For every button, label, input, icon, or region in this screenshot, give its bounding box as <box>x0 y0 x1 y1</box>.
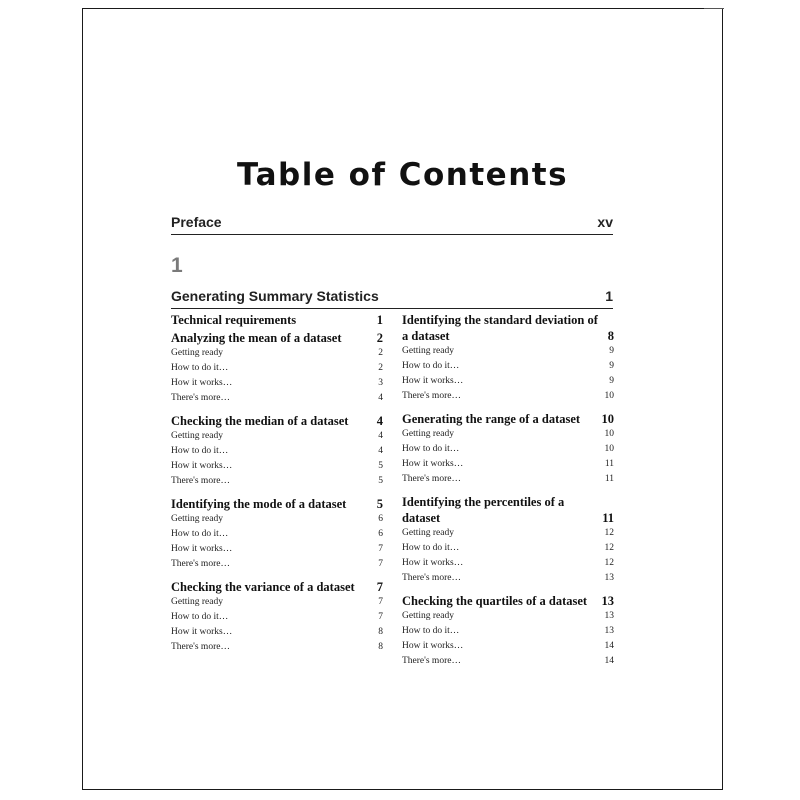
toc-subsection-title: How it works… <box>171 378 233 388</box>
toc-subsection-entry[interactable] <box>171 474 383 489</box>
toc-subsection-entry[interactable] <box>402 609 614 624</box>
toc-subsection-entry[interactable] <box>402 472 614 487</box>
toc-subsection-page: 6 <box>378 514 383 524</box>
toc-subsection-title: There's more… <box>171 559 230 569</box>
toc-subsection-entry[interactable] <box>402 442 614 457</box>
toc-subsection-entry[interactable] <box>171 346 383 361</box>
toc-subsection-entry[interactable] <box>171 610 383 625</box>
toc-subsection-title: How to do it… <box>402 444 460 454</box>
chapter-title: Generating Summary Statistics <box>171 288 379 304</box>
toc-subsection-title: There's more… <box>402 573 461 583</box>
toc-subsection-page: 7 <box>378 544 383 554</box>
toc-subsection-page: 14 <box>604 641 614 651</box>
toc-subsection-page: 12 <box>604 558 614 568</box>
toc-section-entry[interactable] <box>171 496 383 512</box>
toc-subsection-entry[interactable] <box>171 429 383 444</box>
toc-section-entry[interactable] <box>402 494 614 526</box>
toc-subsection-entry[interactable] <box>402 639 614 654</box>
toc-subsection-entry[interactable] <box>171 459 383 474</box>
toc-subsection-title: Getting ready <box>402 611 454 621</box>
toc-subsection-page: 13 <box>604 626 614 636</box>
toc-subsection-page: 7 <box>378 559 383 569</box>
toc-subsection-entry[interactable] <box>171 376 383 391</box>
chapter-page: 1 <box>605 288 613 304</box>
toc-subsection-entry[interactable] <box>402 359 614 374</box>
toc-subsection-title: How it works… <box>402 641 464 651</box>
toc-subsection-page: 4 <box>378 393 383 403</box>
toc-section-page: 5 <box>376 497 383 511</box>
toc-subsection-entry[interactable] <box>171 557 383 572</box>
toc-subsection-entry[interactable] <box>402 427 614 442</box>
chapter-entry[interactable] <box>171 286 613 309</box>
toc-subsection-title: Getting ready <box>171 597 223 607</box>
toc-subsection-page: 10 <box>604 444 614 454</box>
toc-section-page: 11 <box>602 511 614 525</box>
toc-right-column <box>402 312 614 669</box>
toc-subsection-title: How it works… <box>402 376 464 386</box>
toc-section-entry[interactable] <box>171 579 383 595</box>
toc-section-title: Identifying the percentiles of a dataset <box>402 495 565 525</box>
toc-subsection-entry[interactable] <box>402 541 614 556</box>
toc-subsection-title: How to do it… <box>171 612 229 622</box>
toc-subsection-page: 13 <box>604 573 614 583</box>
toc-subsection-page: 11 <box>604 459 614 469</box>
toc-subsection-title: How to do it… <box>402 626 460 636</box>
toc-section-entry[interactable] <box>402 411 614 427</box>
toc-subsection-page: 12 <box>604 543 614 553</box>
toc-subsection-title: Getting ready <box>171 348 223 358</box>
toc-subsection-page: 8 <box>378 642 383 652</box>
toc-subsection-title: Getting ready <box>402 429 454 439</box>
toc-subsection-entry[interactable] <box>171 542 383 557</box>
toc-subsection-entry[interactable] <box>171 527 383 542</box>
toc-subsection-title: Getting ready <box>402 346 454 356</box>
toc-section-title: Identifying the mode of a dataset <box>171 497 347 511</box>
toc-subsection-page: 9 <box>609 376 614 386</box>
toc-subsection-page: 12 <box>604 528 614 538</box>
toc-section-title: Technical requirements <box>171 313 297 327</box>
page-title: Table of Contents <box>236 157 569 193</box>
toc-subsection-entry[interactable] <box>402 374 614 389</box>
toc-subsection-title: How it works… <box>402 459 464 469</box>
toc-subsection-title: How to do it… <box>402 543 460 553</box>
toc-subsection-page: 7 <box>378 597 383 607</box>
toc-subsection-page: 2 <box>378 363 383 373</box>
toc-subsection-title: There's more… <box>402 391 461 401</box>
toc-section-page: 7 <box>376 580 383 594</box>
toc-section-title: Checking the median of a dataset <box>171 414 349 428</box>
toc-subsection-page: 10 <box>604 391 614 401</box>
toc-subsection-entry[interactable] <box>171 595 383 610</box>
toc-subsection-title: How to do it… <box>171 529 229 539</box>
toc-subsection-entry[interactable] <box>171 625 383 640</box>
toc-subsection-title: There's more… <box>171 476 230 486</box>
toc-subsection-title: How it works… <box>171 544 233 554</box>
toc-section-entry[interactable] <box>171 413 383 429</box>
toc-subsection-title: How to do it… <box>402 361 460 371</box>
chapter-number: 1 <box>171 254 183 277</box>
toc-subsection-entry[interactable] <box>402 344 614 359</box>
toc-subsection-title: How it works… <box>171 627 233 637</box>
toc-subsection-title: How to do it… <box>171 446 229 456</box>
toc-subsection-entry[interactable] <box>402 526 614 541</box>
toc-subsection-page: 5 <box>378 476 383 486</box>
toc-subsection-page: 2 <box>378 348 383 358</box>
toc-section-page: 10 <box>601 412 614 426</box>
toc-subsection-page: 10 <box>604 429 614 439</box>
toc-subsection-entry[interactable] <box>171 512 383 527</box>
toc-subsection-entry[interactable] <box>171 640 383 655</box>
toc-subsection-page: 6 <box>378 529 383 539</box>
toc-subsection-entry[interactable] <box>171 444 383 459</box>
toc-subsection-title: How to do it… <box>171 363 229 373</box>
toc-section-page: 2 <box>376 331 383 345</box>
toc-subsection-title: Getting ready <box>402 528 454 538</box>
toc-section-title: Checking the quartiles of a dataset <box>402 594 588 608</box>
toc-subsection-entry[interactable] <box>402 571 614 586</box>
toc-subsection-title: Getting ready <box>171 514 223 524</box>
toc-subsection-entry[interactable] <box>402 624 614 639</box>
toc-subsection-page: 13 <box>604 611 614 621</box>
toc-subsection-title: There's more… <box>402 474 461 484</box>
toc-subsection-entry[interactable] <box>402 457 614 472</box>
toc-subsection-page: 11 <box>604 474 614 484</box>
toc-section-title: Analyzing the mean of a dataset <box>171 331 342 345</box>
toc-left-column <box>171 312 383 655</box>
toc-subsection-page: 4 <box>378 446 383 456</box>
preface-label: Preface <box>171 214 222 230</box>
toc-subsection-title: Getting ready <box>171 431 223 441</box>
toc-section-entry[interactable] <box>402 593 614 609</box>
toc-subsection-page: 4 <box>378 431 383 441</box>
toc-subsection-entry[interactable] <box>171 361 383 376</box>
toc-section-page: 8 <box>607 329 614 343</box>
toc-subsection-page: 9 <box>609 346 614 356</box>
document-page <box>82 8 723 790</box>
toc-subsection-page: 7 <box>378 612 383 622</box>
toc-section-page: 4 <box>376 414 383 428</box>
toc-section-title: Checking the variance of a dataset <box>171 580 355 594</box>
toc-subsection-title: How it works… <box>171 461 233 471</box>
toc-section-page: 1 <box>376 313 383 327</box>
toc-subsection-title: There's more… <box>402 656 461 666</box>
corner-mark <box>704 8 724 9</box>
toc-section-entry[interactable] <box>402 312 614 344</box>
toc-subsection-page: 14 <box>604 656 614 666</box>
toc-section-entry[interactable] <box>171 312 383 328</box>
toc-subsection-entry[interactable] <box>171 391 383 406</box>
toc-subsection-title: How it works… <box>402 558 464 568</box>
toc-subsection-entry[interactable] <box>402 389 614 404</box>
preface-entry[interactable] <box>171 212 613 235</box>
toc-section-page: 13 <box>601 594 614 608</box>
toc-section-title: Generating the range of a dataset <box>402 412 581 426</box>
toc-section-entry[interactable] <box>171 330 383 346</box>
toc-subsection-page: 8 <box>378 627 383 637</box>
toc-subsection-entry[interactable] <box>402 556 614 571</box>
toc-subsection-entry[interactable] <box>402 654 614 669</box>
toc-section-title: Identifying the standard deviation of a dataset <box>402 313 598 343</box>
toc-subsection-page: 3 <box>378 378 383 388</box>
toc-subsection-title: There's more… <box>171 642 230 652</box>
toc-subsection-page: 9 <box>609 361 614 371</box>
toc-subsection-title: There's more… <box>171 393 230 403</box>
toc-subsection-page: 5 <box>378 461 383 471</box>
preface-page: xv <box>597 214 613 230</box>
